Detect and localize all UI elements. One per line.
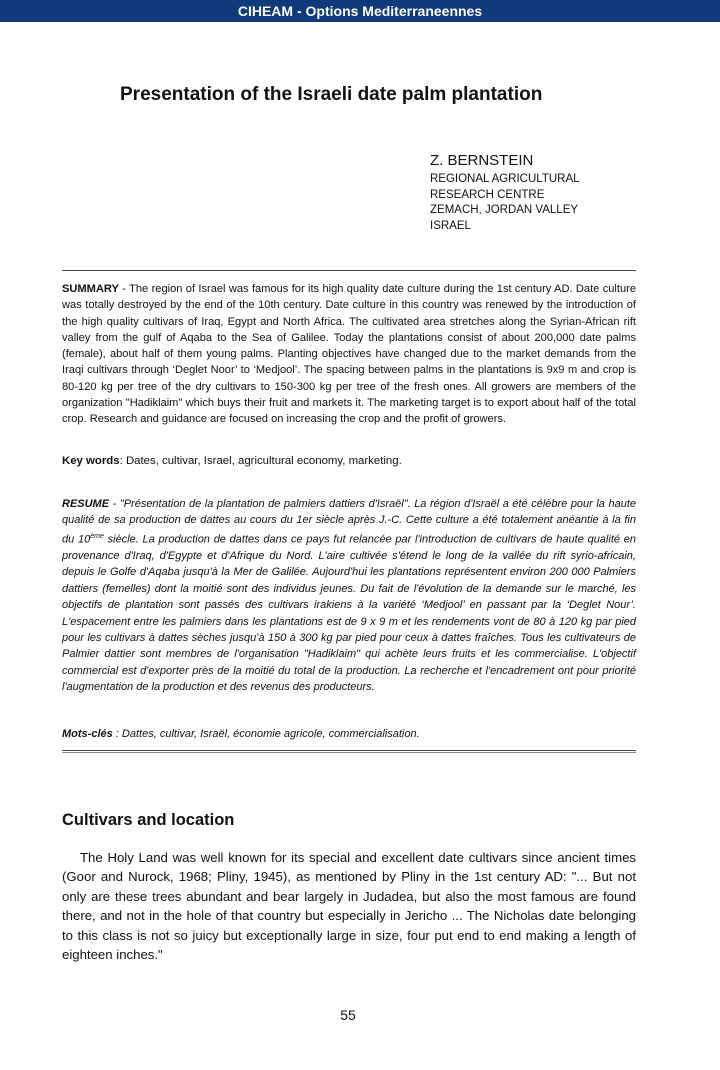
article-title: Presentation of the Israeli date palm plantation (120, 84, 543, 105)
section-heading: Cultivars and location (62, 811, 235, 829)
resume-label: RESUME (62, 498, 110, 510)
page-number: 55 (340, 1007, 356, 1023)
summary-text: - The region of Israel was famous for its high quality date culture during the 1st century AD. Date culture was totally destroyed by the end of the 10th century. Date culture in this country was renewed by the introduction of the high quality cultivars of Iraq, Egypt and North Africa. The cultivated area stretches along the Syrian-African rift valley from the gulf of Aqaba to the Sea of Galilee. Today the plantations consist of about 200,000 date palms (female), about half of them young palms. Planting objectives have changed due to the market demands from the Iraqi cultivars through ‘Deglet Noor’ to ‘Medjool’. The spacing between palms in the plantations is 9x9 m and crop is 80-120 kg per tree of the dry cultivars to 150-300 kg per tree of the fresh ones. All growers are members of the organization "Hadiklaim" which buys their fruit and markets it. The marketing target is to export about half of the total crop. Research and guidance are focused on increasing the crop and the profit of growers. (62, 283, 636, 426)
motscles-label: Mots-clés (62, 728, 113, 740)
bottom-divider (62, 750, 636, 753)
summary-label: SUMMARY (62, 283, 119, 295)
affiliation-line: ISRAEL (430, 219, 471, 232)
motscles-text: : Dattes, cultivar, Israël, économie agricole, commercialisation. (112, 728, 420, 740)
section-paragraph: The Holy Land was well known for its special and excellent date cultivars since ancient times (Goor and Nurock, 1968; Pliny, 1945), as mentioned by Pliny in the 1st century AD: "... But not only are these trees abundant and bear largely in Judadea, but also the most famous are found there, and not in the hole of that country but especially in Jericho ... The Nicholas date belonging to this class is not so juicy but exceptionally large in size, four put end to end making a length of eighteen inches." (62, 850, 636, 963)
affiliation-line: REGIONAL AGRICULTURAL (430, 173, 580, 185)
keywords-text: : Dates, cultivar, Israel, agricultural economy, marketing. (119, 455, 402, 467)
publisher-banner: CIHEAM - Options Mediterraneennes (0, 0, 720, 22)
affiliation-line: ZEMACH, JORDAN VALLEY (430, 204, 579, 216)
resume-superscript: ème (90, 532, 104, 540)
resume-text-b: siècle. La production de dattes dans ce pays fut relancée par l'introduction de cultivars de haute qualité en provenance d'Iraq, d'Egypte et d'Afrique du Nord. L'aire cultivée s'étend le long de la vallée du rift syrio-africain, depuis le Golfe d'Aqaba jusqu'à la Mer de Galilée. Aujourd'hui les plantations représentent environ 200 000 Palmiers dattiers (femelles) dont la moitié sont des individus jeunes. Du fait de l'évolution de la demande sur le marché, les objectifs de plantation sont passés des cultivars irakiens à la variété ‘Medjool’ en passant par la ‘Deglet Nour’. L'espacement entre les palmiers dans les plantations est de 9 x 9 m et les rendements vont de 80 à 120 kg par pied pour les cultivars à dattes sèches jusqu'à 150 à 300 kg par pied pour ceux à dattes fraîches. Tous les cultivateurs de Palmier dattier sont membres de l'organisation "Hadiklaim" qui achète leurs fruits et les commercialise. L'objectif commercial est d'exporter près de la moitié du total de la production. La recherche et l'encadrement ont pour priorité l'augmentation de la production et des revenus des producteurs. (62, 533, 636, 694)
resume-text-a: - "Présentation de la plantation de palmiers dattiers d'Israël". La région d'Israël a été célèbre pour la haute qualité de sa production de dattes au cours du 1er siècle après J.-C. Cette culture a été totalement anéantie à la fin du 10 (62, 498, 636, 546)
author-affiliation (430, 172, 690, 234)
top-divider (62, 270, 636, 271)
affiliation-line: RESEARCH CENTRE (430, 188, 545, 201)
resume-paragraph (62, 496, 636, 696)
keywords-label: Key words (62, 455, 120, 467)
author-block (430, 152, 690, 234)
keywords-line (62, 453, 636, 469)
motscles-line (62, 726, 636, 742)
summary-paragraph (62, 281, 636, 428)
author-name: Z. BERNSTEIN (430, 152, 534, 169)
